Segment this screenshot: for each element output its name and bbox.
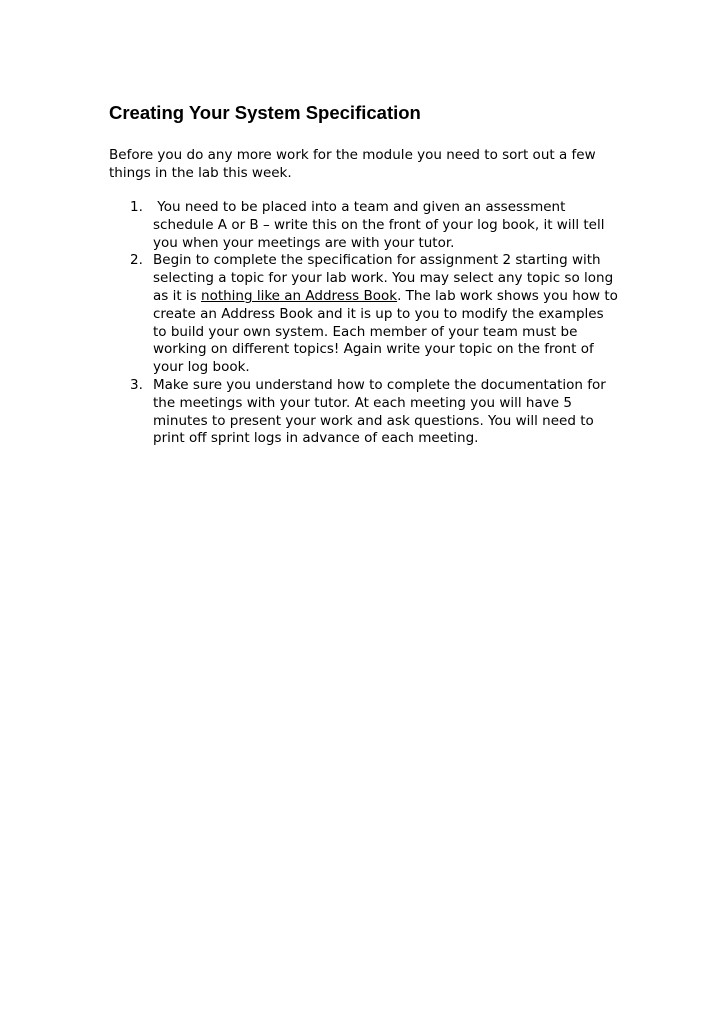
list-item-number: 3. <box>130 376 143 393</box>
list-item <box>109 199 619 252</box>
underlined-phrase: nothing like an Address Book <box>201 287 398 304</box>
task-list <box>109 199 619 448</box>
list-item-text-after: . The lab work shows you how to create an Address Book and it is up to you to modify the examples to build your own system. Each member of your team must be working on different topics! Again write your topic on the front of your log book. <box>153 287 618 376</box>
list-item-text <box>153 252 619 377</box>
list-item <box>109 377 619 448</box>
page-title: Creating Your System Specification <box>109 102 421 123</box>
list-item-number: 2. <box>130 252 143 269</box>
list-item-number: 1. <box>130 199 143 215</box>
list-item <box>109 252 619 377</box>
intro-paragraph: Before you do any more work for the module you need to sort out a few things in the lab this week. <box>109 147 596 181</box>
list-item-text: Make sure you understand how to complete the documentation for the meetings with your tutor. At each meeting you will have 5 minutes to present your work and ask questions. You will need to print off sprint logs in advance of each meeting. <box>153 376 606 447</box>
list-item-text: You need to be placed into a team and given an assessment schedule A or B – write this on the front of your log book, it will tell you when your meetings are with your tutor. <box>153 199 605 251</box>
list-item-text-before: Begin to complete the specification for assignment 2 starting with selecting a topic for your lab work. You may select any topic so long as it is <box>153 252 614 304</box>
